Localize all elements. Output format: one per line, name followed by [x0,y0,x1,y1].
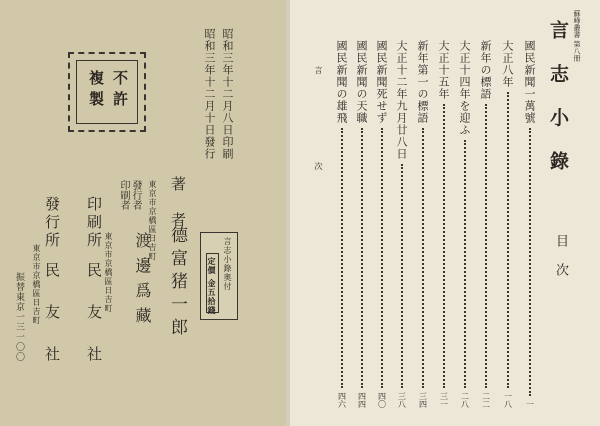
colophon-page [0,0,286,426]
toc-entry [376,40,387,408]
toc-leader-dots [341,128,343,388]
running-head-bottom: 次 [314,162,323,170]
toc-entry-page: 一 [525,400,535,408]
toc-leader-dots [443,104,445,388]
toc-leader-dots [381,128,383,388]
toc-entry [356,40,367,408]
book-title: 言 志 小 錄 [547,20,569,179]
toc-entry-page: 二二 [481,392,491,408]
toc-entry [502,40,513,408]
toc-leader-dots [529,128,531,396]
running-head-top: 言 [314,66,323,74]
toc-entry-title: 大正十二年九月廿八日 [395,40,408,160]
toc-entry-title: 國民新聞の雄飛 [335,40,348,124]
seal-text-left: 複製 [87,70,105,112]
publisher-address: 東京市京橋區日吉町 [148,180,157,261]
toc-entry [396,40,407,408]
toc-entry-title: 國民新聞死せず [375,40,388,124]
toc-entry-page: 四六 [337,392,347,408]
contents-page [290,0,600,426]
toc-entry-page: 四四 [357,392,367,408]
toc-entry-page: 三四 [418,392,428,408]
toc-entry-title: 新年の標語 [479,40,492,100]
toc-entry-title: 大正十四年を迎ふ [458,40,471,136]
toc-entry [524,40,535,408]
no-reproduction-seal [68,52,146,132]
author-name: 德富猪一郎 [167,226,187,341]
toc-entry-page: 一八 [503,392,513,408]
published-date: 昭和三年十二月十日發行 [203,28,216,160]
toc-entry-title: 新年第一の標語 [416,40,429,124]
publishing-office-name: 民 友 社 [43,262,61,367]
price-label-box [200,232,238,320]
publisher-role: 發行者 [130,180,141,210]
toc-leader-dots [485,104,487,388]
toc-leader-dots [464,140,466,388]
printer-address: 東京市京橋區日吉町 [104,232,113,313]
publisher-name: 渡邊爲藏 [133,232,152,332]
printing-office-label: 印刷所 [85,196,103,250]
toc-entry-title: 國民新聞一萬號 [523,40,536,124]
toc-entry [438,40,449,408]
author-role: 著 者 [169,176,187,230]
toc-leader-dots [422,128,424,388]
series-note: 蘇峰叢書 第八冊 [573,10,581,62]
publishing-office-address: 東京市京橋區日吉町 [32,244,41,325]
book-label: 言志小錄奥付 [223,237,232,291]
toc-leader-dots [361,128,363,388]
toc-entry [336,40,347,408]
printer-role: 印刷者 [118,180,129,210]
toc-entry-title: 國民新聞の天職 [355,40,368,124]
contents-heading: 目 次 [553,234,568,283]
printed-date: 昭和三年十二月八日印刷 [221,28,234,160]
toc-entry-page: 三八 [397,392,407,408]
seal-text-right: 不許 [111,70,129,112]
price-text: 定價 金五拾錢 [207,257,217,315]
printing-office-name: 民 友 社 [85,262,103,367]
toc-entry-page: 三一 [439,392,449,408]
toc-entry-title: 大正十五年 [437,40,450,100]
toc-leader-dots [401,164,403,388]
toc-entry-page: 四〇 [377,392,387,408]
toc-entry [480,40,491,408]
toc-entry-page: 二八 [460,392,470,408]
toc-leader-dots [507,92,509,388]
transfer-account: 振替東京一三一〇〇 [14,272,24,362]
toc-entry [417,40,428,408]
toc-entry-title: 大正八年 [501,40,514,88]
publishing-office-label: 發行所 [43,196,61,250]
toc-entry [459,40,470,408]
